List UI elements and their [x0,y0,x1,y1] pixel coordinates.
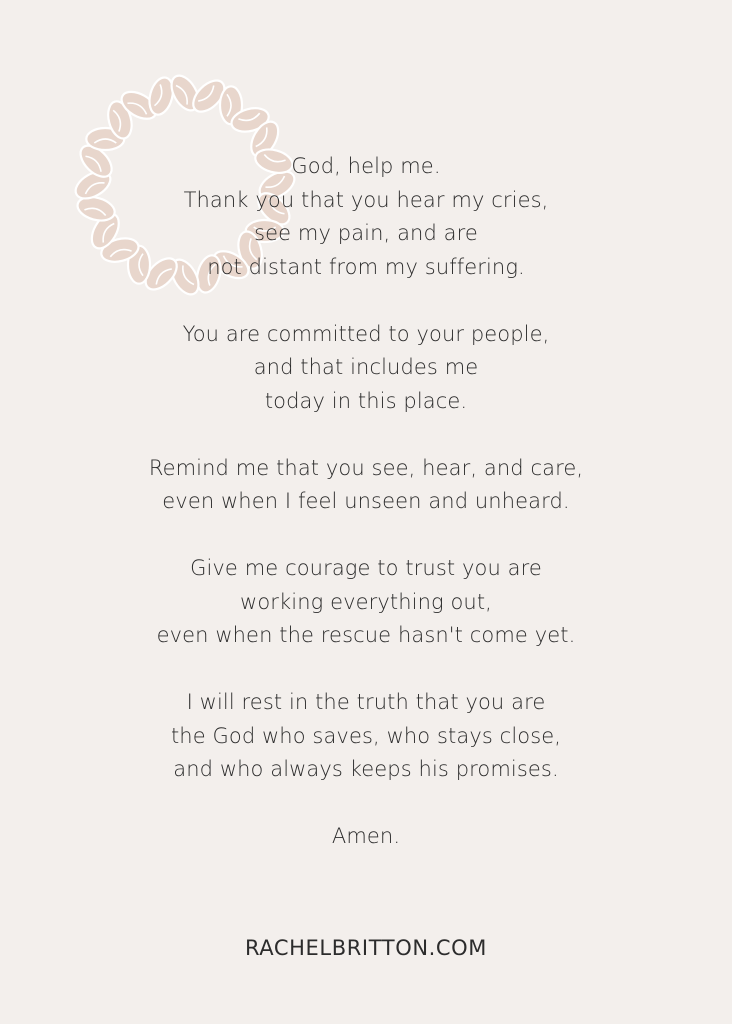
prayer-line: and that includes me [253,355,479,379]
prayer-stanza [0,452,732,519]
prayer-line: even when the rescue hasn't come yet. [156,623,576,647]
website-link[interactable]: RACHELBRITTON.COM [244,936,488,960]
prayer-stanza [0,150,732,284]
prayer-line: the God who saves, who stays close, [170,723,562,748]
prayer-line: not distant from my suffering. [207,254,525,279]
prayer-line: Give me courage to trust you are [190,556,542,580]
prayer-text [0,150,732,887]
prayer-line: today in this place. [264,388,468,413]
prayer-line: I will rest in the truth that you are [186,690,546,714]
prayer-stanza [0,686,732,787]
prayer-line: Remind me that you see, hear, and care, [148,455,584,480]
prayer-line: Thank you that you hear my cries, [183,187,549,212]
prayer-stanza [0,820,732,854]
prayer-stanza [0,552,732,653]
prayer-line: even when I feel unseen and unheard. [162,489,570,513]
prayer-stanza [0,318,732,419]
prayer-line: God, help me. [291,154,441,178]
prayer-line: You are committed to your people, [182,321,550,346]
prayer-line: and who always keeps his promises. [173,757,559,781]
prayer-line: working everything out, [240,589,492,614]
prayer-closing: Amen. [331,824,401,848]
prayer-line: see my pain, and are [254,221,478,245]
